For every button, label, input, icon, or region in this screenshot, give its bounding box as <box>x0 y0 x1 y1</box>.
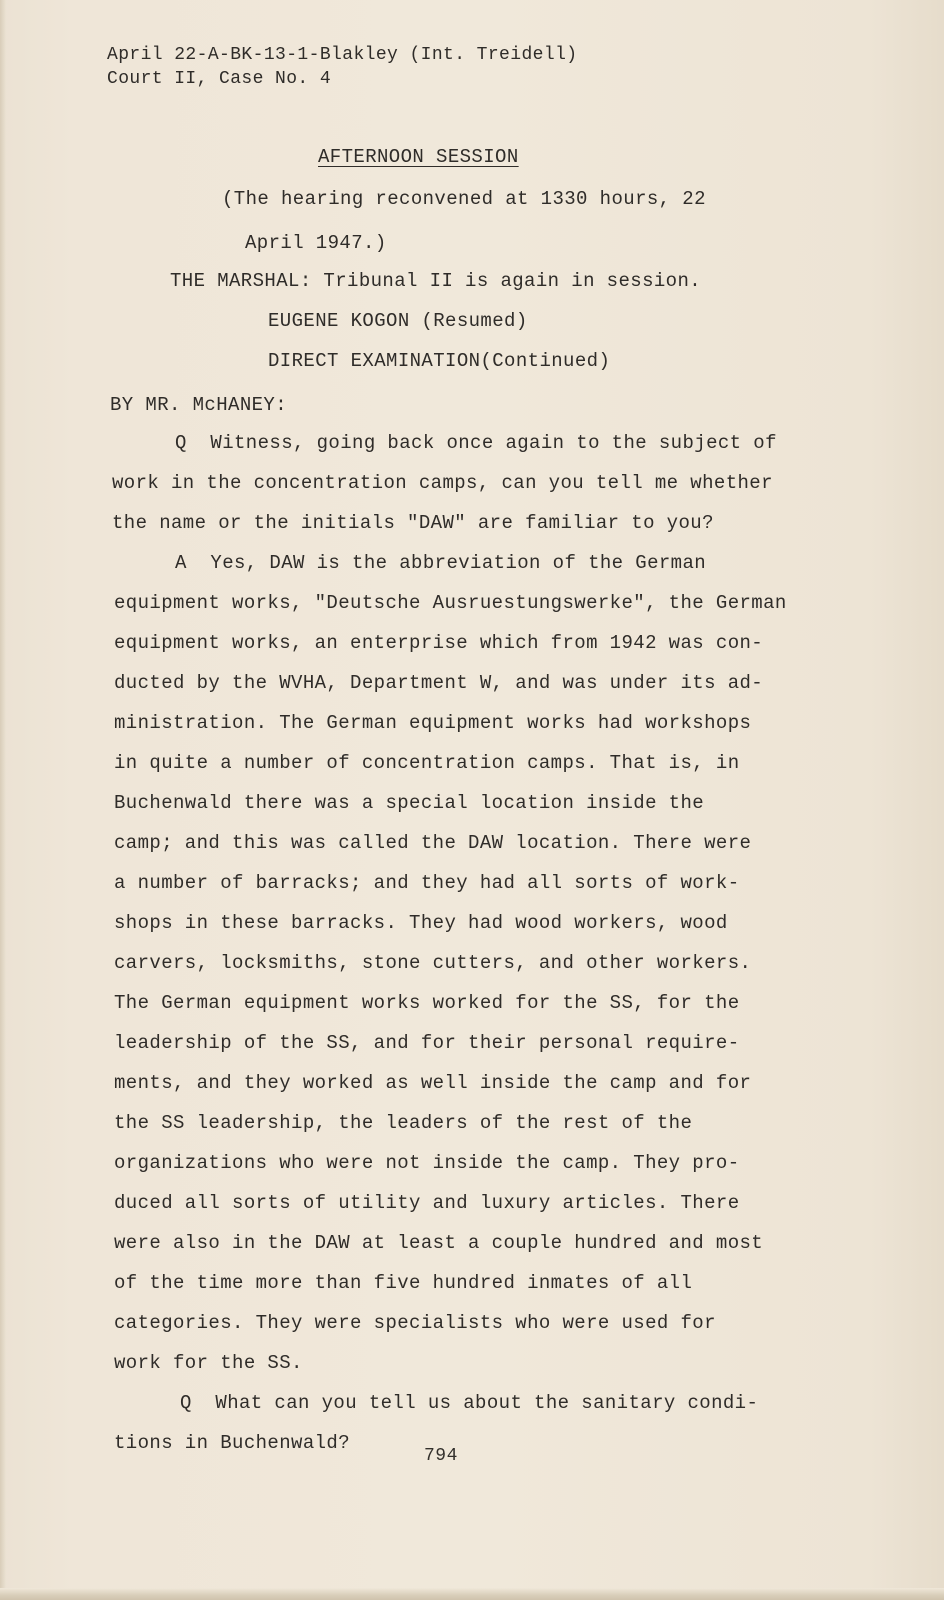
q1-line: Q Witness, going back once again to the subject of <box>175 432 777 454</box>
a1-line: shops in these barracks. They had wood workers, wood <box>114 912 728 934</box>
paper-bottom-edge <box>0 1588 944 1600</box>
a1-line: camp; and this was called the DAW location. There were <box>114 832 752 854</box>
a1-line: duced all sorts of utility and luxury articles. There <box>114 1192 740 1214</box>
a1-line: ducted by the WVHA, Department W, and was under its ad- <box>114 672 764 694</box>
a1-line: ministration. The German equipment works had workshops <box>114 712 752 734</box>
q1-line: work in the concentration camps, can you tell me whether <box>112 472 773 494</box>
a1-line: Buchenwald there was a special location inside the <box>114 792 705 814</box>
paper-edge <box>0 0 6 1600</box>
a1-line: the SS leadership, the leaders of the rest of the <box>114 1112 693 1134</box>
marshal-line: THE MARSHAL: Tribunal II is again in session. <box>170 270 702 292</box>
reconvened-line-2: April 1947.) <box>245 232 387 254</box>
a1-line: a number of barracks; and they had all sorts of work- <box>114 872 740 894</box>
q2-line: Q What can you tell us about the sanitary condi- <box>180 1392 759 1414</box>
a1-line: organizations who were not inside the camp. They pro- <box>114 1152 740 1174</box>
a1-line: equipment works, "Deutsche Ausruestungswerke", the German <box>114 592 787 614</box>
a1-line: carvers, locksmiths, stone cutters, and other workers. <box>114 952 752 974</box>
exam-line: DIRECT EXAMINATION(Continued) <box>268 350 611 372</box>
session-title: AFTERNOON SESSION <box>318 146 519 168</box>
a1-line: categories. They were specialists who were used for <box>114 1312 716 1334</box>
header-line-1: April 22-A-BK-13-1-Blakley (Int. Treidell) <box>107 45 578 65</box>
witness-line: EUGENE KOGON (Resumed) <box>268 310 528 332</box>
reconvened-line-1: (The hearing reconvened at 1330 hours, 22 <box>222 188 706 210</box>
by-line: BY MR. McHANEY: <box>110 394 288 416</box>
q1-line: the name or the initials "DAW" are familiar to you? <box>112 512 714 534</box>
q2-line: tions in Buchenwald? <box>114 1432 351 1454</box>
a1-line: leadership of the SS, and for their personal require- <box>114 1032 740 1054</box>
a1-line: were also in the DAW at least a couple hundred and most <box>114 1232 764 1254</box>
a1-line: in quite a number of concentration camps. That is, in <box>114 752 740 774</box>
a1-line: The German equipment works worked for the SS, for the <box>114 992 740 1014</box>
page-number: 794 <box>424 1446 458 1466</box>
a1-line: A Yes, DAW is the abbreviation of the German <box>175 552 707 574</box>
a1-line: ments, and they worked as well inside the camp and for <box>114 1072 752 1094</box>
a1-line: of the time more than five hundred inmates of all <box>114 1272 693 1294</box>
header-line-2: Court II, Case No. 4 <box>107 69 332 89</box>
a1-line: equipment works, an enterprise which from 1942 was con- <box>114 632 764 654</box>
a1-line: work for the SS. <box>114 1352 303 1374</box>
